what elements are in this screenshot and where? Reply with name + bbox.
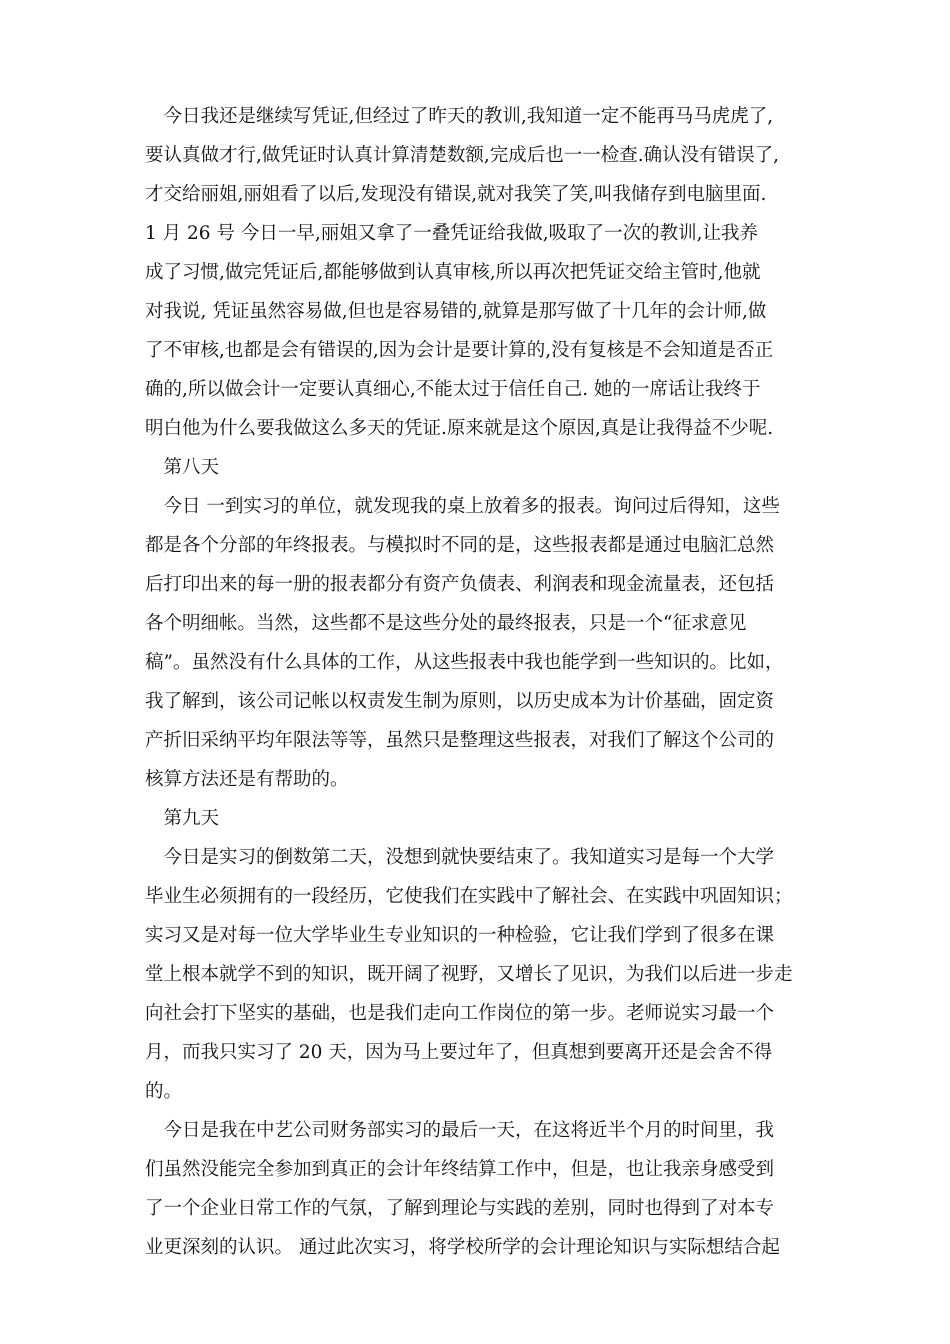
section-heading: 第九天 [145, 808, 220, 829]
text-line: 成了习惯,做完凭证后,都能够做到认真审核,所以再次把凭证交给主管时,他就 [145, 262, 761, 283]
text-line: 要认真做才行,做凭证时认真计算清楚数额,完成后也一一检查.确认没有错误了, [145, 145, 780, 166]
text-line: 1 月 26 号 今日一早,丽姐又拿了一叠凭证给我做,吸取了一次的教训,让我养 [145, 223, 758, 244]
text-line: 业更深刻的认识。 通过此次实习，将学校所学的会计理论知识与实际想结合起 [145, 1237, 780, 1258]
text-line: 后打印出来的每一册的报表都分有资产负债表、利润表和现金流量表，还包括 [145, 574, 775, 595]
text-line: 对我说, 凭证虽然容易做,但也是容易错的,就算是那写做了十几年的会计师,做 [145, 301, 767, 322]
text-line: 向社会打下坚实的基础，也是我们走向工作岗位的第一步。老师说实习最一个 [145, 1003, 775, 1024]
text-line: 产折旧采纳平均年限法等等，虽然只是整理这些报表，对我们了解这个公司的 [145, 730, 775, 751]
text-line: 明白他为什么要我做这么多天的凭证.原来就是这个原因,真是让我得益不少呢. [145, 418, 774, 439]
text-line: 的。 [145, 1081, 183, 1102]
text-line: 今日是实习的倒数第二天，没想到就快要结束了。我知道实习是每一个大学 [145, 847, 775, 868]
text-line: 才交给丽姐,丽姐看了以后,发现没有错误,就对我笑了笑,叫我储存到电脑里面. [145, 184, 767, 205]
text-line: 毕业生必须拥有的一段经历，它使我们在实践中了解社会、在实践中巩固知识； [145, 886, 793, 907]
text-line: 今日是我在中艺公司财务部实习的最后一天，在这将近半个月的时间里，我 [145, 1120, 775, 1141]
text-line: 稿”。虽然没有什么具体的工作，从这些报表中我也能学到一些知识的。比如， [145, 652, 784, 673]
text-line: 确的,所以做会计一定要认真细心,不能太过于信任自己. 她的一席话让我终于 [145, 379, 761, 400]
text-line: 实习又是对每一位大学毕业生专业知识的一种检验，它让我们学到了很多在课 [145, 925, 775, 946]
text-line: 核算方法还是有帮助的。 [145, 769, 349, 790]
text-line: 今日 一到实习的单位，就发现我的桌上放着多的报表。询问过后得知，这些 [145, 496, 780, 517]
text-line: 堂上根本就学不到的知识，既开阔了视野，又增长了见识，为我们以后进一步走 [145, 964, 793, 985]
text-line: 各个明细帐。当然，这些都不是这些分处的最终报表，只是一个“征求意见 [145, 613, 747, 634]
text-line: 们虽然没能完全参加到真正的会计年终结算工作中，但是，也让我亲身感受到 [145, 1159, 775, 1180]
text-line: 都是各个分部的年终报表。与模拟时不同的是，这些报表都是通过电脑汇总然 [145, 535, 775, 556]
text-line: 今日我还是继续写凭证,但经过了昨天的教训,我知道一定不能再马马虎虎了, [145, 106, 774, 127]
text-line: 我了解到，该公司记帐以权责发生制为原则，以历史成本为计价基础，固定资 [145, 691, 775, 712]
text-line: 了不审核,也都是会有错误的,因为会计是要计算的,没有复核是不会知道是否正 [145, 340, 774, 361]
text-line: 月，而我只实习了 20 天，因为马上要过年了，但真想到要离开还是会舍不得 [145, 1042, 773, 1063]
section-heading: 第八天 [145, 457, 220, 478]
text-line: 了一个企业日常工作的气氛，了解到理论与实践的差别，同时也得到了对本专 [145, 1198, 775, 1219]
